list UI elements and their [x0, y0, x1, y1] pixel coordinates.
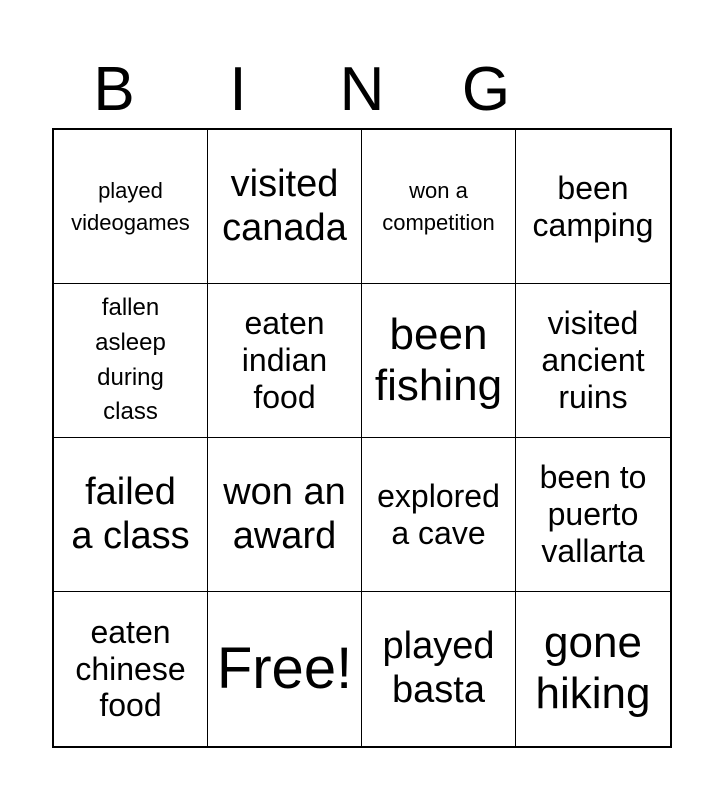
bingo-cell[interactable] — [516, 284, 670, 438]
bingo-cell[interactable] — [516, 438, 670, 592]
header-letter-g: G — [461, 55, 511, 124]
bingo-cell-text: played videogames — [71, 177, 190, 235]
bingo-cell-text: been camping — [532, 169, 654, 243]
bingo-cell[interactable] — [208, 284, 362, 438]
bingo-cell-text: played basta — [382, 625, 495, 711]
bingo-cell[interactable] — [362, 284, 516, 438]
bingo-cell[interactable] — [362, 592, 516, 746]
header-letter-b: B — [93, 55, 135, 124]
bingo-cell-text: visited ancient ruins — [541, 305, 645, 415]
bingo-cell-free[interactable] — [208, 592, 362, 746]
bingo-cell-text: won a competition — [382, 177, 495, 235]
bingo-cell[interactable] — [516, 592, 670, 746]
bingo-cell[interactable] — [362, 130, 516, 284]
bingo-cell-text: gone hiking — [535, 618, 651, 718]
bingo-cell[interactable] — [208, 130, 362, 284]
bingo-cell-text: eaten chinese food — [75, 613, 186, 724]
bingo-cell-text: explored a cave — [377, 477, 500, 551]
bingo-cell-text: been to puerto vallarta — [539, 459, 647, 569]
bingo-cell-text: failed a class — [71, 470, 190, 557]
bingo-cell-text: fallen asleep during class — [95, 293, 166, 426]
bingo-cell[interactable] — [208, 438, 362, 592]
bingo-cell[interactable] — [516, 130, 670, 284]
bingo-header — [52, 52, 672, 128]
bingo-cell[interactable] — [362, 438, 516, 592]
header-letter-i: I — [229, 55, 247, 124]
bingo-cell-text: won an award — [223, 470, 346, 557]
bingo-cell[interactable] — [54, 592, 208, 746]
bingo-cell[interactable] — [54, 284, 208, 438]
bingo-cell-text: eaten indian food — [241, 305, 328, 415]
bingo-card-grid — [52, 128, 672, 748]
bingo-cell[interactable] — [54, 438, 208, 592]
bingo-cell[interactable] — [54, 130, 208, 284]
bingo-cell-text: been fishing — [374, 309, 503, 410]
bingo-cell-text: visited canada — [222, 162, 347, 249]
header-letter-n: N — [339, 55, 385, 124]
free-space-text: Free! — [216, 635, 353, 701]
